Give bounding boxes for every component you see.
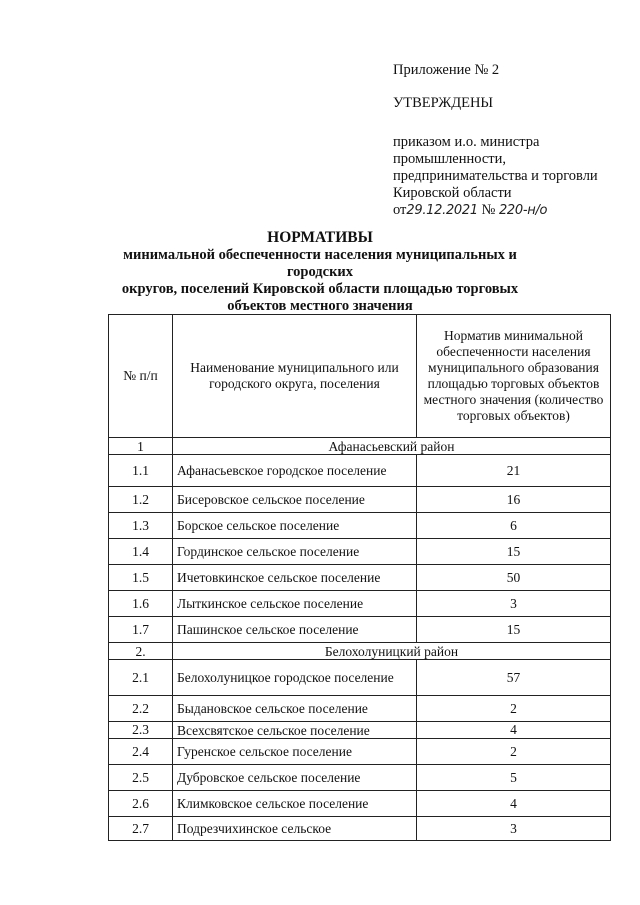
- table-row: [109, 455, 611, 487]
- row-value: 50: [417, 565, 611, 591]
- row-value: 2: [417, 696, 611, 722]
- row-num: 1.7: [109, 617, 173, 643]
- row-name: Всехсвятское сельское поселение: [173, 722, 417, 739]
- row-value: 4: [417, 791, 611, 817]
- title-subline: минимальной обеспеченности населения муниципальных и городских: [123, 247, 517, 280]
- row-value: 16: [417, 487, 611, 513]
- row-name: Подрезчихинское сельское: [173, 817, 417, 841]
- header-value: Норматив минимальной обеспеченности населения муниципального образования площадью торговых объектов местного значения (количество торговых объектов): [417, 315, 611, 438]
- district-num: 2.: [109, 643, 173, 660]
- row-value: 2: [417, 739, 611, 765]
- row-value: 15: [417, 617, 611, 643]
- table-row: [109, 513, 611, 539]
- row-value: 57: [417, 660, 611, 696]
- order-date-number: [393, 202, 633, 219]
- row-num: 2.2: [109, 696, 173, 722]
- row-value: 15: [417, 539, 611, 565]
- row-num: 1.5: [109, 565, 173, 591]
- row-value: 6: [417, 513, 611, 539]
- table-row: [109, 539, 611, 565]
- row-name: Лыткинское сельское поселение: [173, 591, 417, 617]
- row-value: 4: [417, 722, 611, 739]
- date-prefix: от: [393, 202, 407, 218]
- approval-line: предпринимательства и торговли: [393, 168, 598, 184]
- norms-table: [108, 314, 611, 841]
- row-name: Бисеровское сельское поселение: [173, 487, 417, 513]
- row-value: 21: [417, 455, 611, 487]
- row-name: Пашинское сельское поселение: [173, 617, 417, 643]
- row-value: 5: [417, 765, 611, 791]
- appendix-number: Приложение № 2: [393, 62, 500, 78]
- row-name: Афанасьевское городское поселение: [173, 455, 417, 487]
- table-row: [109, 487, 611, 513]
- table-row: [109, 765, 611, 791]
- row-value: 3: [417, 591, 611, 617]
- row-num: 1.3: [109, 513, 173, 539]
- approval-line: Кировской области: [393, 185, 512, 201]
- header-num: № п/п: [109, 315, 173, 438]
- row-name: Климковское сельское поселение: [173, 791, 417, 817]
- approval-line: промышленности,: [393, 151, 507, 167]
- table-row: [109, 791, 611, 817]
- number-prefix: №: [481, 202, 496, 218]
- row-name: Гординское сельское поселение: [173, 539, 417, 565]
- title-main: НОРМАТИВЫ: [267, 229, 373, 246]
- row-value: 3: [417, 817, 611, 841]
- title-subline: объектов местного значения: [227, 298, 413, 314]
- row-num: 2.4: [109, 739, 173, 765]
- header-name: Наименование муниципального или городского округа, поселения: [173, 315, 417, 438]
- title-subline: округов, поселений Кировской области площадью торговых: [121, 281, 519, 297]
- district-name: Афанасьевский район: [173, 438, 611, 455]
- row-num: 1.2: [109, 487, 173, 513]
- row-name: Гуренское сельское поселение: [173, 739, 417, 765]
- table-row: [109, 722, 611, 739]
- table-row: [109, 696, 611, 722]
- order-number: 220-н/о: [498, 203, 548, 218]
- district-name: Белохолуницкий район: [173, 643, 611, 660]
- approval-block: [393, 62, 633, 219]
- table-row: [109, 617, 611, 643]
- row-name: Ичетовкинское сельское поселение: [173, 565, 417, 591]
- district-row: [109, 438, 611, 455]
- order-date: 29.12.2021: [406, 203, 478, 218]
- row-name: Быдановское сельское поселение: [173, 696, 417, 722]
- row-num: 2.5: [109, 765, 173, 791]
- table-row: [109, 660, 611, 696]
- row-name: Дубровское сельское поселение: [173, 765, 417, 791]
- row-num: 1.1: [109, 455, 173, 487]
- table-row: [109, 565, 611, 591]
- table-row: [109, 817, 611, 841]
- approval-line: приказом и.о. министра: [393, 134, 540, 150]
- district-row: [109, 643, 611, 660]
- row-name: Борское сельское поселение: [173, 513, 417, 539]
- table-header-row: [109, 315, 611, 438]
- document-title: [100, 229, 540, 315]
- district-num: 1: [109, 438, 173, 455]
- approved-label: УТВЕРЖДЕНЫ: [393, 95, 494, 111]
- row-num: 2.3: [109, 722, 173, 739]
- row-num: 2.6: [109, 791, 173, 817]
- table-row: [109, 591, 611, 617]
- row-num: 2.1: [109, 660, 173, 696]
- row-num: 1.6: [109, 591, 173, 617]
- row-num: 1.4: [109, 539, 173, 565]
- table-row: [109, 739, 611, 765]
- row-num: 2.7: [109, 817, 173, 841]
- row-name: Белохолуницкое городское поселение: [173, 660, 417, 696]
